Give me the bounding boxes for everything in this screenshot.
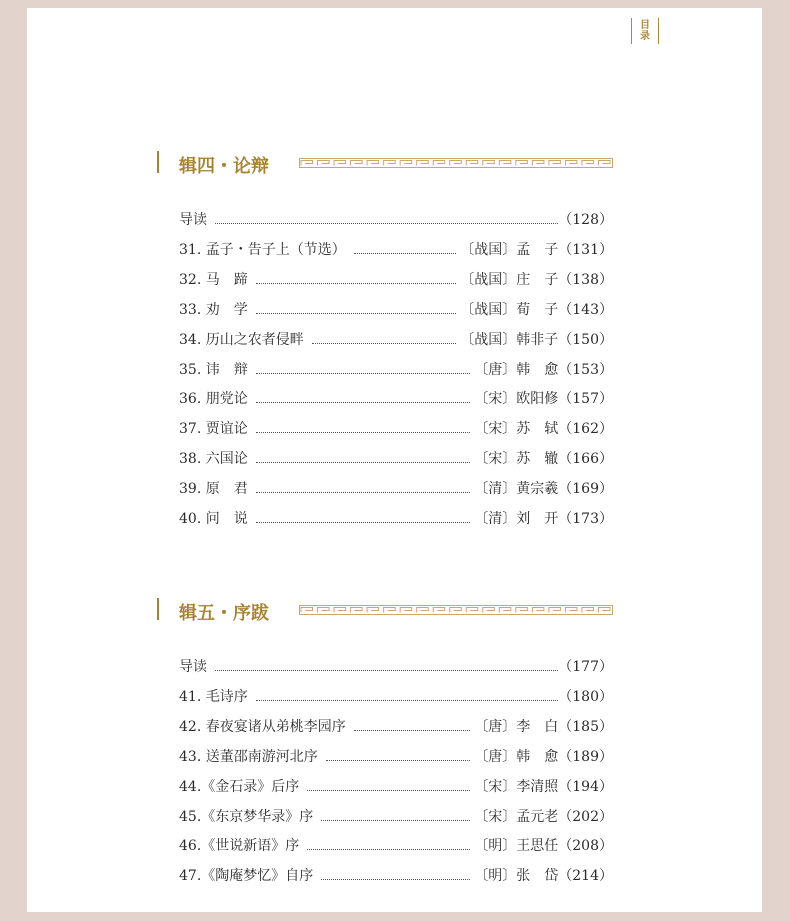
entry-author: 〔宋〕欧阳修 [474, 391, 559, 408]
entry-title: 33. 劝 学 [179, 301, 248, 318]
entry-author: 〔唐〕韩 愈 [474, 361, 559, 378]
dot-leader [354, 253, 457, 254]
dot-leader [312, 343, 457, 344]
dot-leader [256, 313, 457, 314]
book-page [27, 8, 762, 912]
entry-title: 32. 马 蹄 [179, 271, 248, 288]
toc-entry[interactable] [179, 806, 613, 826]
entry-page-number: （208） [558, 838, 613, 855]
entry-title: 导读 [179, 659, 207, 675]
toc-entry[interactable] [179, 835, 613, 855]
dot-leader [256, 462, 471, 463]
entry-page-number: （128） [558, 212, 613, 228]
entry-title: 40. 问 说 [179, 511, 248, 527]
toc-entry[interactable] [179, 686, 613, 706]
running-head-char-1: 目 [640, 20, 650, 31]
entry-title: 43. 送董邵南游河北序 [179, 748, 318, 765]
toc-entry[interactable] [179, 776, 613, 796]
entry-title: 34. 历山之农者侵畔 [179, 331, 304, 348]
toc-entry[interactable] [179, 359, 613, 379]
toc-entry[interactable] [179, 508, 613, 528]
section-5 [157, 598, 613, 885]
entry-title: 41. 毛诗序 [179, 688, 248, 705]
entry-author: 〔清〕刘 开 [474, 511, 559, 527]
entry-title: 35. 讳 辩 [179, 361, 248, 378]
toc-entry[interactable] [179, 746, 613, 766]
entry-title: 39. 原 君 [179, 481, 248, 498]
toc-entry[interactable] [179, 865, 613, 885]
entry-author: 〔战国〕孟 子 [460, 241, 559, 258]
section-title: 辑四・论辩 [179, 156, 269, 177]
entry-page-number: （131） [558, 241, 613, 258]
entry-page-number: （162） [558, 421, 613, 438]
entry-author: 〔宋〕李清照 [474, 778, 559, 795]
entry-page-number: （214） [558, 868, 613, 885]
section-header [157, 151, 613, 175]
entry-page-number: （153） [558, 361, 613, 378]
toc-entry[interactable] [179, 239, 613, 259]
entry-page-number: （173） [558, 511, 613, 527]
entry-page-number: （143） [558, 301, 613, 318]
entry-page-number: （185） [558, 718, 613, 735]
entry-author: 〔宋〕苏 辙 [474, 451, 559, 468]
entry-page-number: （169） [558, 481, 613, 498]
entry-author: 〔宋〕苏 轼 [474, 421, 559, 438]
entry-page-number: （202） [558, 808, 613, 825]
entry-author: 〔唐〕李 白 [474, 718, 559, 735]
dot-leader [215, 223, 558, 224]
fret-border-ornament [299, 158, 613, 168]
dot-leader [256, 373, 471, 374]
toc-entry[interactable] [179, 656, 613, 676]
toc-entry[interactable] [179, 329, 613, 349]
dot-leader [256, 402, 471, 403]
running-head-char-2: 录 [640, 31, 650, 42]
entry-page-number: （180） [558, 688, 613, 705]
toc-entry[interactable] [179, 448, 613, 468]
dot-leader [321, 820, 470, 821]
entry-title: 42. 春夜宴诸从弟桃李园序 [179, 718, 346, 735]
dot-leader [256, 432, 471, 433]
dot-leader [256, 283, 457, 284]
entry-title: 导读 [179, 212, 207, 228]
section-4 [157, 151, 613, 527]
entry-page-number: （189） [558, 748, 613, 765]
entry-page-number: （150） [558, 331, 613, 348]
entry-page-number: （194） [558, 778, 613, 795]
entry-title: 47.《陶庵梦忆》自序 [179, 868, 314, 885]
toc-entry[interactable] [179, 716, 613, 736]
entry-author: 〔唐〕韩 愈 [474, 748, 559, 765]
dot-leader [321, 879, 470, 880]
section-bar [157, 598, 159, 620]
entry-title: 36. 朋党论 [179, 391, 248, 408]
toc-entry[interactable] [179, 209, 613, 229]
toc-entry[interactable] [179, 388, 613, 408]
entry-page-number: （166） [558, 451, 613, 468]
section-title: 辑五・序跋 [179, 603, 269, 624]
entry-author: 〔战国〕荀 子 [460, 301, 559, 318]
entry-title: 46.《世说新语》序 [179, 838, 300, 855]
dot-leader [326, 760, 471, 761]
entry-author: 〔宋〕孟元老 [474, 808, 559, 825]
toc-entry[interactable] [179, 478, 613, 498]
fret-border-ornament [299, 605, 613, 615]
entry-title: 45.《东京梦华录》序 [179, 808, 314, 825]
toc-entry[interactable] [179, 418, 613, 438]
toc-entry[interactable] [179, 299, 613, 319]
section-bar [157, 151, 159, 173]
running-head-toc [631, 18, 659, 44]
entry-author: 〔明〕张 岱 [474, 868, 559, 885]
dot-leader [256, 492, 471, 493]
dot-leader [256, 700, 559, 701]
section-header [157, 598, 613, 622]
dot-leader [256, 522, 471, 523]
entry-page-number: （138） [558, 271, 613, 288]
entry-title: 37. 贾谊论 [179, 421, 248, 438]
dot-leader [354, 730, 471, 731]
entry-title: 44.《金石录》后序 [179, 778, 300, 795]
dot-leader [307, 849, 470, 850]
dot-leader [215, 670, 558, 671]
entry-title: 38. 六国论 [179, 451, 248, 468]
entry-author: 〔明〕王思任 [474, 838, 559, 855]
entry-page-number: （157） [558, 391, 613, 408]
entry-author: 〔战国〕庄 子 [460, 271, 559, 288]
entry-author: 〔战国〕韩非子 [460, 331, 559, 348]
entry-title: 31. 孟子・告子上（节选） [179, 241, 346, 258]
entry-author: 〔清〕黄宗羲 [474, 481, 559, 498]
toc-entry[interactable] [179, 269, 613, 289]
entry-page-number: （177） [558, 659, 613, 675]
dot-leader [307, 790, 470, 791]
